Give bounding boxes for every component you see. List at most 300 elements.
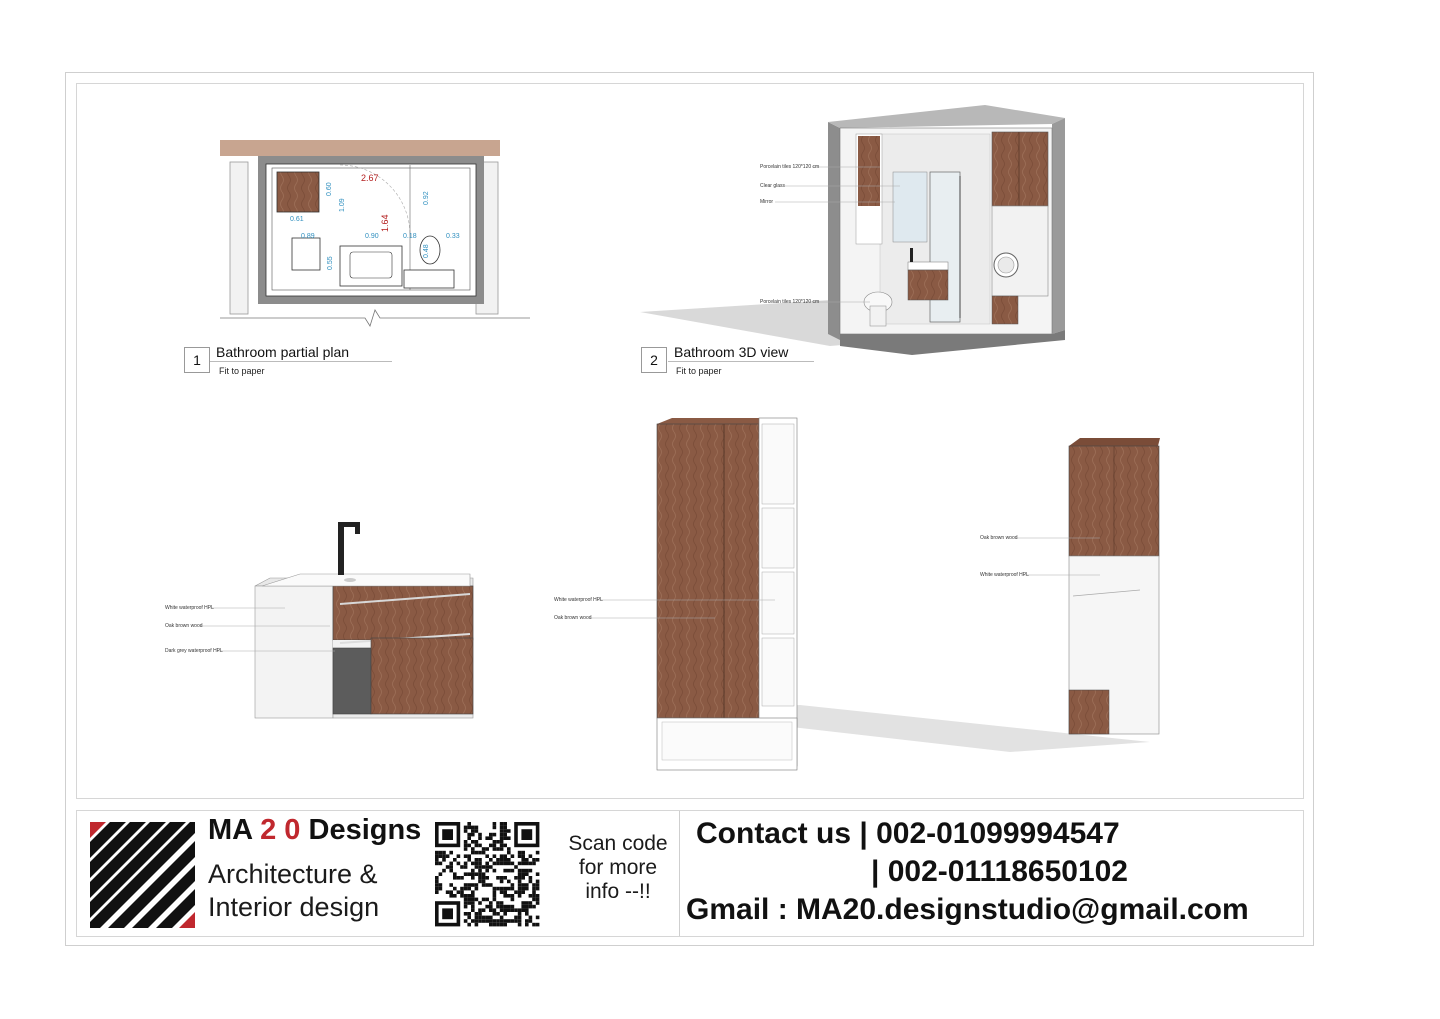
qr-module bbox=[449, 869, 453, 873]
qr-module bbox=[521, 854, 525, 858]
qr-module bbox=[507, 869, 511, 873]
qr-module bbox=[503, 923, 507, 927]
qr-module bbox=[446, 865, 450, 869]
svg-text:White waterproof HPL: White waterproof HPL bbox=[980, 572, 1029, 578]
qr-module bbox=[435, 858, 439, 862]
qr-module bbox=[496, 858, 500, 862]
qr-module bbox=[485, 898, 489, 902]
brand-subtitle-1: Architecture & bbox=[208, 859, 378, 889]
qr-module bbox=[485, 865, 489, 869]
qr-module bbox=[496, 901, 500, 905]
view-1-number: 1 bbox=[184, 347, 210, 373]
qr-module bbox=[435, 890, 439, 894]
qr-module bbox=[525, 912, 529, 916]
qr-module bbox=[464, 854, 468, 858]
qr-module bbox=[536, 872, 540, 876]
qr-module bbox=[500, 916, 504, 920]
plan-small-basin bbox=[292, 238, 320, 270]
vanity-detail bbox=[165, 522, 473, 718]
qr-module bbox=[493, 923, 497, 927]
qr-module bbox=[503, 854, 507, 858]
scan-line-1: Scan code bbox=[568, 832, 668, 855]
svg-text:0.48: 0.48 bbox=[423, 244, 430, 258]
qr-module bbox=[507, 862, 511, 866]
qr-module bbox=[464, 829, 468, 833]
qr-module bbox=[507, 894, 511, 898]
qr-module bbox=[493, 840, 497, 844]
qr-module bbox=[475, 829, 479, 833]
qr-module bbox=[514, 890, 518, 894]
qr-module bbox=[493, 822, 497, 826]
qr-module bbox=[511, 887, 515, 891]
svg-text:Oak brown wood: Oak brown wood bbox=[554, 615, 592, 621]
qr-code[interactable] bbox=[433, 820, 543, 928]
qr-module bbox=[471, 862, 475, 866]
qr-module bbox=[500, 822, 504, 826]
qr-module bbox=[478, 858, 482, 862]
qr-module bbox=[453, 876, 457, 880]
svg-text:White waterproof HPL: White waterproof HPL bbox=[554, 597, 603, 603]
brand-subtitle-2: Interior design bbox=[208, 892, 380, 922]
qr-module bbox=[518, 887, 522, 891]
qr-module bbox=[529, 919, 533, 923]
qr-module bbox=[489, 858, 493, 862]
qr-module bbox=[464, 844, 468, 848]
qr-module bbox=[435, 887, 439, 891]
qr-module bbox=[482, 851, 486, 855]
qr-module bbox=[485, 869, 489, 873]
qr-module bbox=[467, 872, 471, 876]
qr-module bbox=[457, 876, 461, 880]
qr-module bbox=[439, 854, 443, 858]
qr-module bbox=[521, 851, 525, 855]
qr-module bbox=[449, 883, 453, 887]
qr-module bbox=[471, 869, 475, 873]
qr-module bbox=[493, 894, 497, 898]
qr-module bbox=[532, 883, 536, 887]
qr-module bbox=[500, 901, 504, 905]
qr-module bbox=[518, 851, 522, 855]
qr-module bbox=[496, 876, 500, 880]
svg-text:0.61: 0.61 bbox=[290, 216, 304, 223]
qr-module bbox=[503, 894, 507, 898]
qr-module bbox=[511, 862, 515, 866]
qr-finder bbox=[442, 908, 453, 919]
qr-module bbox=[475, 840, 479, 844]
qr-module bbox=[482, 876, 486, 880]
scan-line-2: for more bbox=[578, 856, 658, 879]
qr-module bbox=[471, 898, 475, 902]
svg-text:2.67: 2.67 bbox=[361, 173, 379, 183]
qr-module bbox=[467, 883, 471, 887]
svg-text:0.18: 0.18 bbox=[403, 233, 417, 240]
qr-module bbox=[496, 923, 500, 927]
qr-module bbox=[503, 919, 507, 923]
qr-module bbox=[507, 905, 511, 909]
qr-module bbox=[507, 851, 511, 855]
qr-module bbox=[536, 898, 540, 902]
qr-module bbox=[485, 919, 489, 923]
qr-module bbox=[471, 840, 475, 844]
qr-module bbox=[478, 869, 482, 873]
qr-module bbox=[529, 854, 533, 858]
qr-module bbox=[467, 826, 471, 830]
qr-module bbox=[467, 844, 471, 848]
qr-module bbox=[511, 908, 515, 912]
qr-module bbox=[435, 876, 439, 880]
qr-module bbox=[453, 887, 457, 891]
qr-module bbox=[464, 905, 468, 909]
qr-module bbox=[525, 901, 529, 905]
qr-module bbox=[489, 836, 493, 840]
qr-module bbox=[471, 901, 475, 905]
qr-module bbox=[467, 916, 471, 920]
qr-module bbox=[493, 854, 497, 858]
qr-module bbox=[493, 833, 497, 837]
qr-module bbox=[521, 901, 525, 905]
qr-module bbox=[496, 905, 500, 909]
qr-module bbox=[507, 836, 511, 840]
qr-module bbox=[453, 894, 457, 898]
qr-module bbox=[529, 880, 533, 884]
qr-module bbox=[518, 883, 522, 887]
qr-module bbox=[482, 847, 486, 851]
view-2-underline bbox=[668, 361, 814, 362]
svg-text:Clear glass: Clear glass bbox=[760, 183, 786, 189]
qr-module bbox=[475, 844, 479, 848]
qr-module bbox=[536, 894, 540, 898]
qr-module bbox=[500, 905, 504, 909]
qr-module bbox=[464, 847, 468, 851]
qr-module bbox=[532, 905, 536, 909]
qr-module bbox=[493, 887, 497, 891]
qr-module bbox=[464, 894, 468, 898]
qr-module bbox=[442, 854, 446, 858]
svg-text:1.64: 1.64 bbox=[380, 214, 390, 232]
qr-module bbox=[457, 890, 461, 894]
qr-module bbox=[536, 851, 540, 855]
qr-module bbox=[489, 905, 493, 909]
qr-module bbox=[475, 887, 479, 891]
qr-module bbox=[503, 829, 507, 833]
qr-module bbox=[536, 880, 540, 884]
qr-module bbox=[482, 919, 486, 923]
qr-module bbox=[460, 890, 464, 894]
qr-module bbox=[514, 919, 518, 923]
qr-module bbox=[507, 829, 511, 833]
qr-module bbox=[511, 869, 515, 873]
qr-module bbox=[518, 916, 522, 920]
qr-module bbox=[529, 876, 533, 880]
qr-module bbox=[503, 876, 507, 880]
qr-module bbox=[449, 851, 453, 855]
qr-module bbox=[446, 854, 450, 858]
qr-module bbox=[500, 862, 504, 866]
qr-module bbox=[536, 923, 540, 927]
qr-module bbox=[496, 887, 500, 891]
qr-module bbox=[500, 826, 504, 830]
qr-module bbox=[503, 862, 507, 866]
qr-module bbox=[467, 898, 471, 902]
qr-module bbox=[493, 862, 497, 866]
qr-module bbox=[464, 826, 468, 830]
qr-module bbox=[475, 872, 479, 876]
contact-email[interactable]: Gmail : MA20.designstudio@gmail.com bbox=[686, 893, 1249, 926]
qr-module bbox=[496, 912, 500, 916]
contact-phone-1: Contact us | 002-01099994547 bbox=[696, 817, 1120, 850]
qr-module bbox=[435, 851, 439, 855]
qr-module bbox=[525, 869, 529, 873]
qr-module bbox=[435, 862, 439, 866]
qr-module bbox=[500, 847, 504, 851]
qr-module bbox=[503, 890, 507, 894]
qr-module bbox=[521, 883, 525, 887]
qr-module bbox=[507, 847, 511, 851]
qr-module bbox=[532, 862, 536, 866]
qr-module bbox=[442, 851, 446, 855]
qr-module bbox=[439, 862, 443, 866]
qr-module bbox=[507, 887, 511, 891]
scan-line-3: info --!! bbox=[585, 880, 651, 903]
qr-module bbox=[518, 912, 522, 916]
qr-module bbox=[521, 872, 525, 876]
qr-module bbox=[460, 865, 464, 869]
3d-mirror bbox=[893, 172, 927, 242]
qr-module bbox=[482, 908, 486, 912]
qr-module bbox=[485, 905, 489, 909]
qr-module bbox=[453, 858, 457, 862]
qr-module bbox=[503, 822, 507, 826]
qr-module bbox=[489, 908, 493, 912]
qr-module bbox=[471, 826, 475, 830]
qr-module bbox=[511, 883, 515, 887]
qr-module bbox=[482, 898, 486, 902]
qr-module bbox=[460, 887, 464, 891]
qr-module bbox=[471, 847, 475, 851]
qr-module bbox=[471, 919, 475, 923]
qr-module bbox=[521, 862, 525, 866]
qr-module bbox=[439, 883, 443, 887]
qr-module bbox=[475, 862, 479, 866]
qr-module bbox=[500, 836, 504, 840]
qr-module bbox=[525, 883, 529, 887]
qr-module bbox=[500, 840, 504, 844]
qr-module bbox=[489, 833, 493, 837]
qr-module bbox=[500, 854, 504, 858]
qr-module bbox=[514, 908, 518, 912]
qr-module bbox=[496, 919, 500, 923]
qr-module bbox=[521, 905, 525, 909]
qr-module bbox=[446, 890, 450, 894]
qr-module bbox=[514, 865, 518, 869]
qr-module bbox=[478, 851, 482, 855]
qr-module bbox=[525, 872, 529, 876]
qr-module bbox=[475, 883, 479, 887]
qr-module bbox=[485, 916, 489, 920]
qr-module bbox=[475, 912, 479, 916]
qr-module bbox=[467, 822, 471, 826]
plan-cabinet bbox=[277, 172, 319, 212]
qr-module bbox=[493, 869, 497, 873]
qr-module bbox=[521, 908, 525, 912]
qr-module bbox=[507, 858, 511, 862]
qr-module bbox=[485, 862, 489, 866]
qr-module bbox=[478, 865, 482, 869]
qr-module bbox=[485, 883, 489, 887]
qr-module bbox=[532, 898, 536, 902]
qr-module bbox=[518, 876, 522, 880]
qr-module bbox=[503, 844, 507, 848]
qr-module bbox=[493, 844, 497, 848]
qr-module bbox=[435, 880, 439, 884]
qr-module bbox=[485, 854, 489, 858]
qr-module bbox=[521, 887, 525, 891]
qr-module bbox=[489, 919, 493, 923]
qr-module bbox=[475, 919, 479, 923]
qr-module bbox=[500, 844, 504, 848]
qr-module bbox=[500, 829, 504, 833]
qr-module bbox=[518, 854, 522, 858]
qr-module bbox=[489, 865, 493, 869]
view-2-scale: Fit to paper bbox=[676, 366, 722, 376]
qr-module bbox=[493, 826, 497, 830]
qr-module bbox=[525, 905, 529, 909]
qr-module bbox=[475, 865, 479, 869]
view-1-scale: Fit to paper bbox=[219, 366, 265, 376]
qr-module bbox=[442, 869, 446, 873]
qr-module bbox=[500, 919, 504, 923]
qr-module bbox=[467, 901, 471, 905]
qr-finder bbox=[442, 829, 453, 840]
qr-module bbox=[475, 858, 479, 862]
qr-module bbox=[493, 890, 497, 894]
qr-module bbox=[467, 912, 471, 916]
qr-module bbox=[485, 876, 489, 880]
qr-module bbox=[496, 862, 500, 866]
qr-module bbox=[521, 858, 525, 862]
tall-unit-detail bbox=[554, 418, 1150, 770]
qr-module bbox=[518, 869, 522, 873]
qr-module bbox=[478, 912, 482, 916]
qr-module bbox=[485, 847, 489, 851]
qr-module bbox=[532, 890, 536, 894]
qr-module bbox=[536, 901, 540, 905]
qr-module bbox=[500, 890, 504, 894]
qr-module bbox=[503, 836, 507, 840]
qr-module bbox=[475, 826, 479, 830]
qr-module bbox=[482, 880, 486, 884]
qr-module bbox=[471, 829, 475, 833]
qr-module bbox=[507, 919, 511, 923]
qr-module bbox=[532, 923, 536, 927]
qr-module bbox=[525, 919, 529, 923]
qr-module bbox=[467, 854, 471, 858]
qr-module bbox=[460, 876, 464, 880]
qr-module bbox=[464, 883, 468, 887]
qr-module bbox=[478, 833, 482, 837]
svg-text:Oak brown wood: Oak brown wood bbox=[165, 623, 203, 629]
qr-module bbox=[518, 890, 522, 894]
qr-module bbox=[503, 908, 507, 912]
qr-module bbox=[442, 858, 446, 862]
qr-module bbox=[435, 883, 439, 887]
qr-module bbox=[503, 826, 507, 830]
qr-module bbox=[464, 898, 468, 902]
qr-module bbox=[511, 898, 515, 902]
qr-module bbox=[493, 908, 497, 912]
qr-module bbox=[536, 858, 540, 862]
qr-module bbox=[449, 890, 453, 894]
qr-module bbox=[439, 851, 443, 855]
qr-module bbox=[500, 923, 504, 927]
qr-module bbox=[475, 923, 479, 927]
qr-module bbox=[482, 872, 486, 876]
qr-module bbox=[471, 890, 475, 894]
svg-text:Dark grey waterproof HPL: Dark grey waterproof HPL bbox=[165, 648, 223, 654]
qr-module bbox=[503, 905, 507, 909]
wall-unit-detail bbox=[980, 438, 1160, 734]
qr-module bbox=[511, 894, 515, 898]
qr-module bbox=[464, 919, 468, 923]
qr-module bbox=[478, 872, 482, 876]
qr-module bbox=[514, 876, 518, 880]
qr-module bbox=[478, 876, 482, 880]
svg-text:Oak brown wood: Oak brown wood bbox=[980, 535, 1018, 541]
qr-module bbox=[525, 923, 529, 927]
qr-module bbox=[529, 901, 533, 905]
qr-module bbox=[496, 840, 500, 844]
qr-module bbox=[464, 865, 468, 869]
qr-module bbox=[511, 905, 515, 909]
qr-module bbox=[529, 905, 533, 909]
qr-module bbox=[471, 908, 475, 912]
qr-module bbox=[471, 833, 475, 837]
qr-module bbox=[521, 869, 525, 873]
qr-module bbox=[478, 836, 482, 840]
qr-module bbox=[493, 847, 497, 851]
qr-module bbox=[453, 872, 457, 876]
qr-module bbox=[525, 862, 529, 866]
qr-module bbox=[489, 916, 493, 920]
qr-module bbox=[489, 901, 493, 905]
bathroom-3d-view bbox=[640, 105, 1065, 355]
qr-module bbox=[518, 919, 522, 923]
qr-module bbox=[478, 862, 482, 866]
view-1-underline bbox=[210, 361, 392, 362]
svg-text:0.89: 0.89 bbox=[301, 233, 315, 240]
qr-module bbox=[493, 919, 497, 923]
qr-module bbox=[449, 862, 453, 866]
qr-module bbox=[511, 919, 515, 923]
qr-module bbox=[503, 833, 507, 837]
plan-wall-top bbox=[220, 140, 500, 156]
qr-module bbox=[478, 919, 482, 923]
qr-module bbox=[525, 908, 529, 912]
qr-module bbox=[482, 865, 486, 869]
qr-module bbox=[471, 876, 475, 880]
qr-module bbox=[536, 883, 540, 887]
qr-module bbox=[525, 858, 529, 862]
qr-module bbox=[467, 887, 471, 891]
brand-name: MA 2 0 Designs bbox=[208, 814, 422, 846]
qr-module bbox=[503, 912, 507, 916]
qr-module bbox=[529, 862, 533, 866]
qr-module bbox=[500, 887, 504, 891]
qr-module bbox=[518, 923, 522, 927]
qr-module bbox=[464, 862, 468, 866]
qr-module bbox=[464, 840, 468, 844]
qr-module bbox=[467, 894, 471, 898]
